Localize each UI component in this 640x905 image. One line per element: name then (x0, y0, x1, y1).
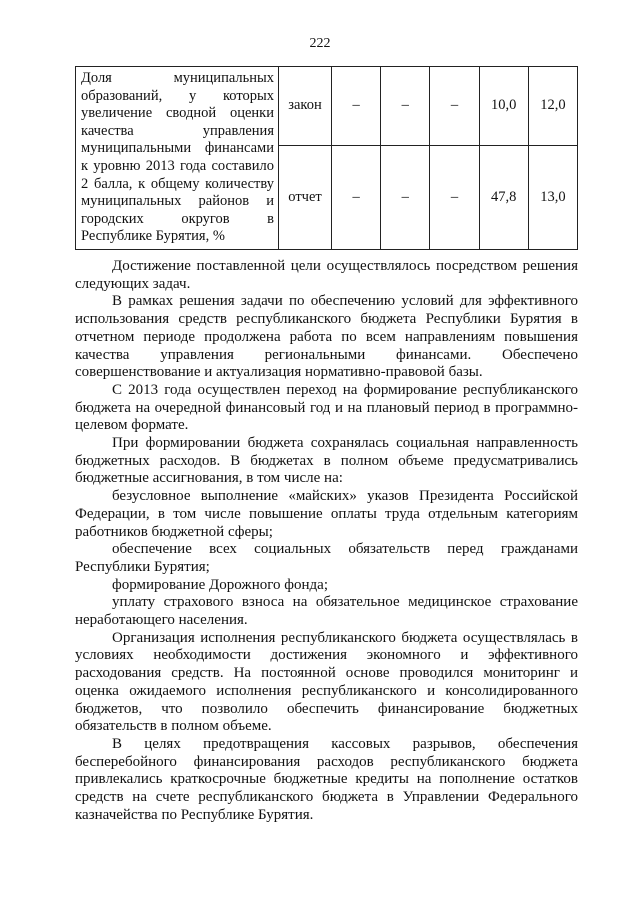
table-cell: 13,0 (528, 145, 577, 249)
table-cell: – (332, 145, 381, 249)
row-type: закон (279, 67, 332, 146)
page-number: 222 (309, 36, 331, 51)
paragraph: При формировании бюджета сохранялась социальная направленность бюджетных расходов. В бюджетах в полном объеме предусматривались бюджетные ассигнования, в том числе на: (75, 435, 578, 487)
table-cell: 47,8 (479, 145, 528, 249)
table-cell: – (430, 145, 479, 249)
list-item: обеспечение всех социальных обязательств перед гражданами Республики Бурятия; (75, 541, 578, 575)
list-item: безусловное выполнение «майских» указов Президента Российской Федерации, в том числе повышение оплаты труда отдельным категориям работников бюджетной сферы; (75, 488, 578, 540)
list-item: формирование Дорожного фонда; (112, 576, 328, 593)
table-row (76, 67, 578, 146)
paragraph: Достижение поставленной цели осуществлялось посредством решения следующих задач. (75, 258, 578, 292)
table-cell: 10,0 (479, 67, 528, 146)
row-type: отчет (279, 145, 332, 249)
paragraph: С 2013 года осуществлен переход на формирование республиканского бюджета на очередной финансовый год и на плановый период в программно-целевом формате. (75, 381, 578, 434)
indicator-label: Доля муниципальных образований, у которых увеличение сводной оценки качества управления муниципальными финансами к уровню 2013 года составило 2 балла, к общему количеству муниципальных районов и городских округов в Республике Бурятия, % (76, 67, 279, 250)
body-text (75, 258, 578, 825)
table-cell: – (430, 67, 479, 146)
table-cell: – (381, 145, 430, 249)
indicator-table (75, 66, 578, 250)
table-cell: – (381, 67, 430, 146)
table-cell: – (332, 67, 381, 146)
paragraph: Организация исполнения республиканского бюджета осуществлялась в условиях необходимости достижения экономного и эффективного расходования средств. На постоянной основе проводился мониторинг и оценка ожидаемого исполнения республиканского и консолидированного бюджетов, что позволило обеспечить финансирование бюджетных обязательств в полном объеме. (75, 629, 578, 735)
paragraph: В целях предотвращения кассовых разрывов, обеспечения бесперебойного финансирования расходов республиканского бюджета привлекались краткосрочные бюджетные кредиты на пополнение остатков средств на счете республиканского бюджета в Управлении Федерального казначейства по Республике Бурятия. (75, 735, 578, 823)
paragraph: В рамках решения задачи по обеспечению условий для эффективного использования средств республиканского бюджета Республики Бурятия в отчетном периоде продолжена работа по всем направлениям повышения качества управления региональными финансами. Обеспечено совершенствование и актуализация нормативно-правовой базы. (75, 293, 578, 381)
table-cell: 12,0 (528, 67, 577, 146)
list-item: уплату страхового взноса на обязательное медицинское страхование неработающего населения. (75, 594, 578, 629)
